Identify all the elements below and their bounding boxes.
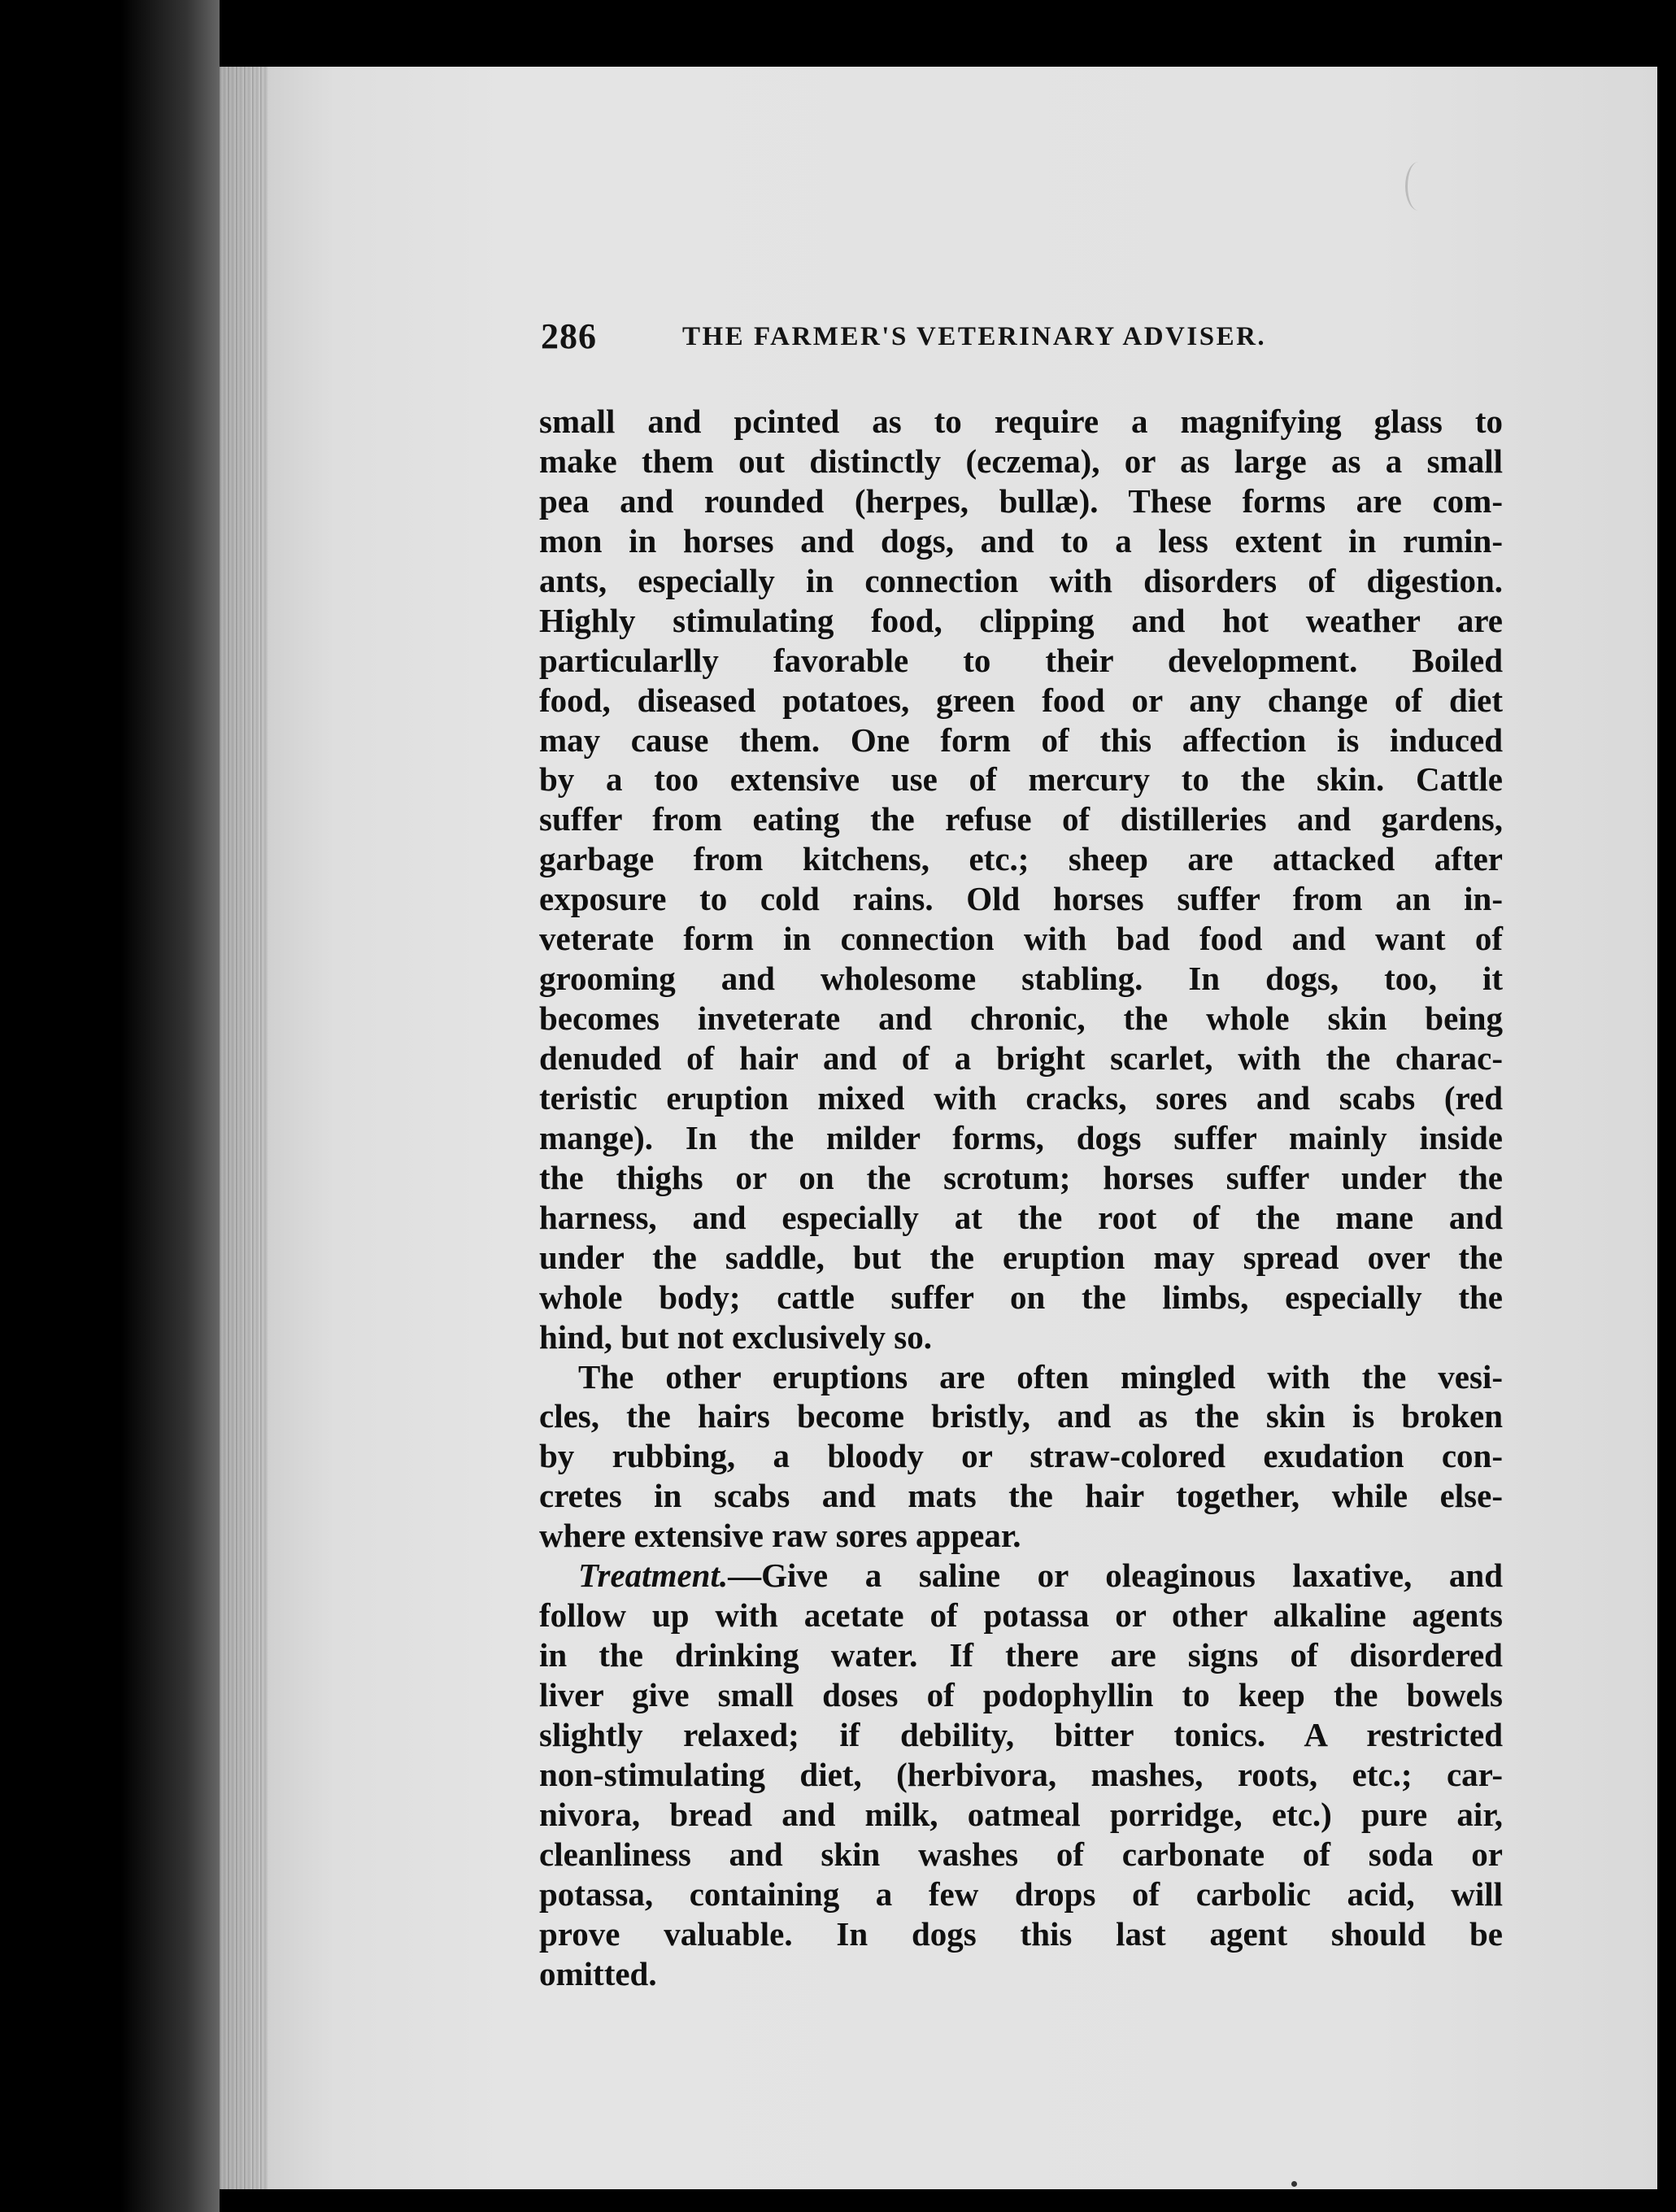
- text-line: exposure to cold rains. Old horses suffer from an in-: [539, 880, 1503, 918]
- text-line: food, diseased potatoes, green food or any change of diet: [539, 681, 1503, 719]
- paper-blemish: [1405, 162, 1432, 211]
- text-line: cleanliness and skin washes of carbonate of soda or: [539, 1835, 1503, 1873]
- text-line: by a too extensive use of mercury to the skin. Cattle: [539, 760, 1503, 799]
- page-number: 286: [541, 316, 597, 356]
- text-line: in the drinking water. If there are signs of disordered: [539, 1636, 1503, 1674]
- running-title: THE FARMER'S VETERINARY ADVISER.: [682, 322, 1267, 351]
- treatment-heading: Treatment.: [578, 1557, 729, 1595]
- text-line: suffer from eating the refuse of distilleries and gardens,: [539, 800, 1503, 838]
- text-line: under the saddle, but the eruption may spread over the: [539, 1238, 1503, 1276]
- text-line: harness, and especially at the root of the mane and: [539, 1198, 1503, 1236]
- text-line: Treatment.—Give a saline or oleaginous laxative, and: [578, 1557, 1503, 1595]
- text-line: becomes inveterate and chronic, the whole skin being: [539, 999, 1503, 1038]
- text-line: omitted.: [539, 1954, 657, 1992]
- gutter-shadow: [220, 67, 268, 2189]
- book-spine-edge: [0, 0, 220, 2212]
- text-line: teristic eruption mixed with cracks, sores and scabs (red: [539, 1078, 1503, 1117]
- text-line: mon in horses and dogs, and to a less extent in rumin-: [539, 521, 1503, 560]
- text-line: may cause them. One form of this affection is induced: [539, 721, 1503, 759]
- text-line: small and pcinted as to require a magnifying glass to: [539, 403, 1503, 440]
- text-line: particularlly favorable to their development. Boiled: [539, 641, 1503, 679]
- text-line: make them out distinctly (eczema), or as large as a small: [539, 442, 1503, 480]
- text-line: the thighs or on the scrotum; horses suffer under the: [539, 1158, 1503, 1196]
- text-line: by rubbing, a bloody or straw-colored exudation con-: [539, 1437, 1503, 1475]
- text-line: prove valuable. In dogs this last agent should be: [539, 1914, 1503, 1953]
- ink-speck: [1291, 2181, 1297, 2187]
- text-line: denuded of hair and of a bright scarlet, with the charac-: [539, 1039, 1503, 1077]
- text-line: pea and rounded (herpes, bullæ). These forms are com-: [539, 481, 1503, 520]
- text-line: whole body; cattle suffer on the limbs, especially the: [539, 1278, 1503, 1316]
- text-line: veterate form in connection with bad food and want of: [539, 920, 1503, 958]
- text-line: mange). In the milder forms, dogs suffer mainly inside: [539, 1118, 1503, 1156]
- text-line: The other eruptions are often mingled with the vesi-: [578, 1357, 1503, 1396]
- text-line: potassa, containing a few drops of carbolic acid, will: [539, 1875, 1503, 1913]
- text-line: where extensive raw sores appear.: [539, 1517, 1021, 1555]
- text-line: non-stimulating diet, (herbivora, mashes, roots, etc.; car-: [539, 1755, 1503, 1793]
- text-line: ants, especially in connection with disorders of digestion.: [539, 561, 1503, 599]
- text-line: liver give small doses of podophyllin to keep the bowels: [539, 1676, 1503, 1713]
- text-line: nivora, bread and milk, oatmeal porridge, etc.) pure air,: [539, 1795, 1503, 1833]
- text-line: cles, the hairs become bristly, and as the skin is broken: [539, 1397, 1503, 1435]
- text-line: hind, but not exclusively so.: [539, 1317, 932, 1356]
- text-line: slightly relaxed; if debility, bitter tonics. A restricted: [539, 1715, 1503, 1753]
- running-head: [541, 316, 1517, 364]
- text-line: cretes in scabs and mats the hair together, while else-: [539, 1477, 1503, 1515]
- text-line: follow up with acetate of potassa or other alkaline agents: [539, 1596, 1503, 1635]
- text-line: garbage from kitchens, etc.; sheep are attacked after: [539, 840, 1503, 878]
- text-line: grooming and wholesome stabling. In dogs, too, it: [539, 960, 1503, 998]
- text-line: Highly stimulating food, clipping and hot weather are: [539, 601, 1503, 639]
- body-text: [539, 402, 1503, 1994]
